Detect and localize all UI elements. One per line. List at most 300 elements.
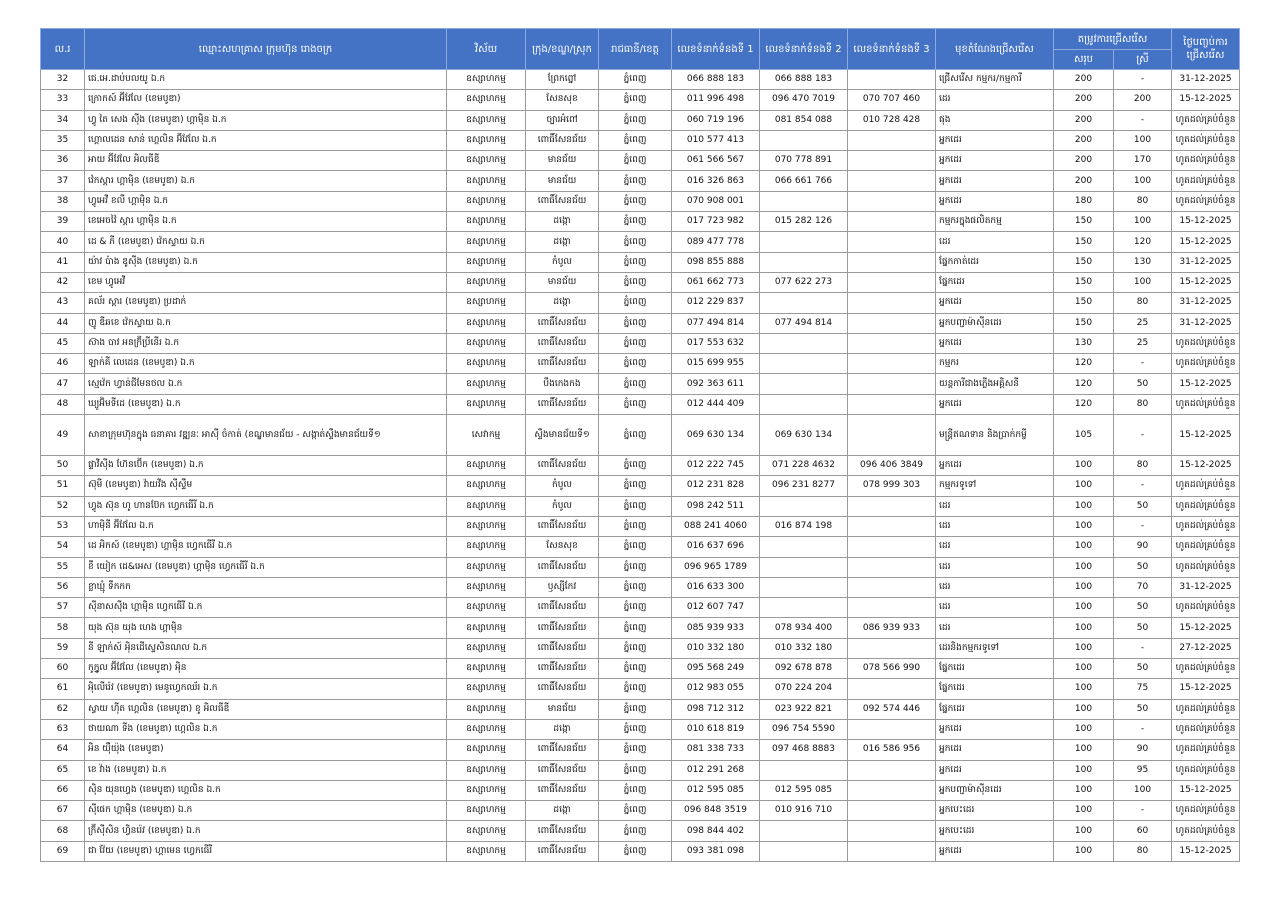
cell-phone-1: 092 363 611: [672, 374, 760, 394]
cell-deadline: 15-12-2025: [1172, 232, 1240, 252]
header-company-name: ឈ្មោះសហគ្រាស ក្រុមហ៊ុន រោងចក្រ: [85, 29, 447, 70]
cell-phone-2: [760, 354, 848, 374]
cell-province: ភ្នំពេញ: [599, 679, 672, 699]
cell-district: ពោធិ៍សែនជ័យ: [526, 821, 599, 841]
cell-total-count: 200: [1054, 110, 1114, 130]
cell-deadline: 15-12-2025: [1172, 415, 1240, 456]
cell-district: ពោធិ៍សែនជ័យ: [526, 456, 599, 476]
cell-company-name: ស៊ីផេក ហ្គាម៉ិន (ខេមបូឌា) ឯ.ក: [85, 801, 447, 821]
cell-phone-1: 061 662 773: [672, 272, 760, 292]
cell-phone-3: 078 999 303: [848, 476, 936, 496]
cell-row-number: 46: [41, 354, 85, 374]
table-row: [41, 598, 1240, 618]
cell-phone-3: [848, 374, 936, 394]
cell-total-count: 200: [1054, 90, 1114, 110]
cell-position: ផុង: [936, 110, 1054, 130]
cell-phone-2: [760, 841, 848, 861]
cell-total-count: 100: [1054, 638, 1114, 658]
cell-position: អ្នកដេរ: [936, 456, 1054, 476]
cell-female-count: -: [1114, 70, 1172, 90]
cell-phone-3: [848, 760, 936, 780]
cell-female-count: -: [1114, 415, 1172, 456]
cell-phone-2: 015 282 126: [760, 212, 848, 232]
cell-phone-1: 017 723 982: [672, 212, 760, 232]
cell-province: ភ្នំពេញ: [599, 151, 672, 171]
cell-phone-1: 085 939 933: [672, 618, 760, 638]
cell-sector: ឧស្សាហកម្ម: [447, 577, 526, 597]
cell-province: ភ្នំពេញ: [599, 90, 672, 110]
header-deadline: ថ្ងៃបញ្ចប់ការជ្រើសរើស: [1172, 29, 1240, 70]
cell-phone-3: 078 566 990: [848, 659, 936, 679]
cell-female-count: 100: [1114, 272, 1172, 292]
cell-company-name: ខេអេចវ៉ៃ ស្តារ ហ្គាម៉ិន ឯ.ក: [85, 212, 447, 232]
cell-phone-1: 098 855 888: [672, 252, 760, 272]
cell-sector: ឧស្សាហកម្ម: [447, 110, 526, 130]
cell-phone-2: 077 494 814: [760, 313, 848, 333]
table-row: [41, 374, 1240, 394]
cell-province: ភ្នំពេញ: [599, 618, 672, 638]
cell-phone-1: 016 633 300: [672, 577, 760, 597]
cell-total-count: 100: [1054, 557, 1114, 577]
cell-company-name: ស្វាយ ហ៊ីត ហ្គេលិន (ខេមបូឌា) ខូ អិលធីឌី: [85, 699, 447, 719]
cell-phone-2: 010 916 710: [760, 801, 848, 821]
cell-phone-2: [760, 252, 848, 272]
cell-row-number: 68: [41, 821, 85, 841]
cell-phone-1: 010 618 819: [672, 719, 760, 739]
cell-phone-1: 077 494 814: [672, 313, 760, 333]
cell-position: ដេរ: [936, 557, 1054, 577]
cell-deadline: ហូតដល់គ្រប់ចំនួន: [1172, 496, 1240, 516]
table-row: [41, 191, 1240, 211]
cell-phone-2: 077 622 273: [760, 272, 848, 292]
cell-province: ភ្នំពេញ: [599, 313, 672, 333]
cell-total-count: 100: [1054, 841, 1114, 861]
cell-row-number: 60: [41, 659, 85, 679]
cell-phone-2: [760, 232, 848, 252]
cell-total-count: 100: [1054, 496, 1114, 516]
cell-sector: សេវាកម្ម: [447, 415, 526, 456]
cell-phone-2: [760, 577, 848, 597]
cell-company-name: អុិលើរ៉េវ (ខេមបូឌា) មេនូហ្វេកឈ័រ ឯ.ក: [85, 679, 447, 699]
cell-company-name: យ៉ាវ ប៉ាង ឌូស៊ីង (ខេមបូឌា) ឯ.ក: [85, 252, 447, 272]
cell-sector: ឧស្សាហកម្ម: [447, 679, 526, 699]
cell-position: អ្នកដេរ: [936, 171, 1054, 191]
cell-phone-3: [848, 638, 936, 658]
cell-total-count: 100: [1054, 699, 1114, 719]
cell-district: ពោធិ៍សែនជ័យ: [526, 557, 599, 577]
cell-female-count: 25: [1114, 313, 1172, 333]
table-row: [41, 557, 1240, 577]
cell-district: ពោធិ៍សែនជ័យ: [526, 394, 599, 414]
cell-province: ភ្នំពេញ: [599, 191, 672, 211]
cell-position: ដេរ: [936, 496, 1054, 516]
cell-company-name: ហ្វូអេវី ខលី ហ្គាម៉ិន ឯ.ក: [85, 191, 447, 211]
cell-total-count: 120: [1054, 394, 1114, 414]
cell-row-number: 61: [41, 679, 85, 699]
cell-phone-1: 060 719 196: [672, 110, 760, 130]
header-total: សរុប: [1054, 50, 1114, 70]
cell-province: ភ្នំពេញ: [599, 496, 672, 516]
cell-female-count: 80: [1114, 191, 1172, 211]
cell-company-name: ខេម ហ្វូអេវី: [85, 272, 447, 292]
table-row: [41, 171, 1240, 191]
cell-position: អ្នកដេរ: [936, 191, 1054, 211]
table-row: [41, 801, 1240, 821]
table-row: [41, 272, 1240, 292]
cell-district: ស្ទឹងមានជ័យទី១: [526, 415, 599, 456]
cell-total-count: 150: [1054, 252, 1114, 272]
cell-district: ព្រែកព្នៅ: [526, 70, 599, 90]
cell-company-name: នី ឡាក់ស៍ អុិនដើស្ទេសិនណល ឯ.ក: [85, 638, 447, 658]
cell-sector: ឧស្សាហកម្ម: [447, 90, 526, 110]
cell-phone-2: [760, 130, 848, 150]
cell-phone-3: [848, 130, 936, 150]
cell-position: ដេរ: [936, 618, 1054, 638]
cell-company-name: ខឺ យៀក ដេ&អេស (ខេមបូឌា) ហ្គាម៉ិន ហ្វេកធើរី ឯ.ក: [85, 557, 447, 577]
cell-district: ពោធិ៍សែនជ័យ: [526, 740, 599, 760]
cell-deadline: ហូតដល់គ្រប់ចំនួន: [1172, 537, 1240, 557]
cell-female-count: 50: [1114, 374, 1172, 394]
cell-sector: ឧស្សាហកម្ម: [447, 130, 526, 150]
cell-sector: ឧស្សាហកម្ម: [447, 780, 526, 800]
cell-total-count: 100: [1054, 780, 1114, 800]
cell-female-count: 95: [1114, 760, 1172, 780]
table-row: [41, 394, 1240, 414]
table-row: [41, 293, 1240, 313]
cell-position: អ្នកបេះដេរ: [936, 821, 1054, 841]
cell-sector: ឧស្សាហកម្ម: [447, 313, 526, 333]
cell-phone-3: 092 574 446: [848, 699, 936, 719]
cell-district: ពោធិ៍សែនជ័យ: [526, 598, 599, 618]
cell-district: មានជ័យ: [526, 272, 599, 292]
cell-total-count: 100: [1054, 679, 1114, 699]
cell-phone-2: [760, 333, 848, 353]
cell-row-number: 69: [41, 841, 85, 861]
cell-row-number: 38: [41, 191, 85, 211]
cell-row-number: 52: [41, 496, 85, 516]
cell-total-count: 100: [1054, 740, 1114, 760]
cell-phone-2: 070 224 204: [760, 679, 848, 699]
cell-position: ដេរ: [936, 90, 1054, 110]
cell-phone-1: 061 566 567: [672, 151, 760, 171]
cell-province: ភ្នំពេញ: [599, 659, 672, 679]
cell-female-count: 50: [1114, 557, 1172, 577]
cell-position: អ្នកដេរ: [936, 760, 1054, 780]
cell-district: បឹងកេងកង: [526, 374, 599, 394]
cell-phone-3: 070 707 460: [848, 90, 936, 110]
cell-phone-2: 069 630 134: [760, 415, 848, 456]
cell-province: ភ្នំពេញ: [599, 516, 672, 536]
cell-deadline: 31-12-2025: [1172, 313, 1240, 333]
cell-phone-3: [848, 70, 936, 90]
cell-female-count: 80: [1114, 394, 1172, 414]
cell-district: ឫស្សីកែវ: [526, 577, 599, 597]
cell-sector: ឧស្សាហកម្ម: [447, 333, 526, 353]
cell-total-count: 100: [1054, 760, 1114, 780]
cell-total-count: 150: [1054, 212, 1114, 232]
cell-total-count: 100: [1054, 659, 1114, 679]
header-phone-3: លេខទំនាក់ទំនងទី 3: [848, 29, 936, 70]
cell-female-count: 90: [1114, 537, 1172, 557]
cell-row-number: 32: [41, 70, 85, 90]
cell-district: ពោធិ៍សែនជ័យ: [526, 638, 599, 658]
cell-phone-2: [760, 557, 848, 577]
cell-total-count: 100: [1054, 821, 1114, 841]
cell-female-count: 120: [1114, 232, 1172, 252]
cell-phone-3: [848, 679, 936, 699]
cell-phone-1: 098 712 312: [672, 699, 760, 719]
cell-sector: ឧស្សាហកម្ម: [447, 232, 526, 252]
table-row: [41, 496, 1240, 516]
cell-province: ភ្នំពេញ: [599, 537, 672, 557]
cell-district: កំបូល: [526, 476, 599, 496]
cell-phone-1: 066 888 183: [672, 70, 760, 90]
cell-row-number: 62: [41, 699, 85, 719]
cell-row-number: 37: [41, 171, 85, 191]
cell-province: ភ្នំពេញ: [599, 780, 672, 800]
cell-female-count: 50: [1114, 496, 1172, 516]
table-row: [41, 212, 1240, 232]
cell-company-name: ញូ ឌីឆខេ វ៉េកស្ទាយ ឯ.ក: [85, 313, 447, 333]
cell-phone-3: 096 406 3849: [848, 456, 936, 476]
cell-phone-1: 010 332 180: [672, 638, 760, 658]
cell-sector: ឧស្សាហកម្ម: [447, 719, 526, 739]
cell-province: ភ្នំពេញ: [599, 719, 672, 739]
header-province: រាជធានី/ខេត្ត: [599, 29, 672, 70]
cell-position: យន្តការីជាងភ្លើងអគ្គិសនី: [936, 374, 1054, 394]
cell-total-count: 150: [1054, 272, 1114, 292]
cell-deadline: 31-12-2025: [1172, 70, 1240, 90]
cell-sector: ឧស្សាហកម្ម: [447, 456, 526, 476]
cell-province: ភ្នំពេញ: [599, 70, 672, 90]
table-row: [41, 110, 1240, 130]
cell-province: ភ្នំពេញ: [599, 272, 672, 292]
cell-province: ភ្នំពេញ: [599, 699, 672, 719]
table-row: [41, 90, 1240, 110]
cell-company-name: ក្រ៊ីស៊ីសិន ហ្វិនរ៉េវ (ខេមបូឌា) ឯ.ក: [85, 821, 447, 841]
cell-position: អ្នកដេរ: [936, 740, 1054, 760]
cell-position: ផ្នែកកាត់ដេរ: [936, 252, 1054, 272]
cell-position: អ្នកដេរ: [936, 841, 1054, 861]
cell-row-number: 50: [41, 456, 85, 476]
cell-deadline: 31-12-2025: [1172, 577, 1240, 597]
cell-row-number: 58: [41, 618, 85, 638]
cell-phone-3: [848, 191, 936, 211]
cell-position: ដេរ: [936, 577, 1054, 597]
cell-row-number: 53: [41, 516, 85, 536]
cell-phone-3: [848, 801, 936, 821]
cell-phone-1: 016 637 696: [672, 537, 760, 557]
cell-deadline: ហូតដល់គ្រប់ចំនួន: [1172, 171, 1240, 191]
cell-female-count: -: [1114, 476, 1172, 496]
cell-position: ផ្នែកដេរ: [936, 659, 1054, 679]
header-position: មុខតំណែងជ្រើសរើស: [936, 29, 1054, 70]
cell-company-name: អិន យ៉ឺយ៉ុង (ខេមបូឌា): [85, 740, 447, 760]
cell-sector: ឧស្សាហកម្ម: [447, 272, 526, 292]
cell-row-number: 66: [41, 780, 85, 800]
cell-district: ពោធិ៍សែនជ័យ: [526, 516, 599, 536]
cell-company-name: ហ្វូង ស៊ុន ហូ ហានប៊ែក ហ្វេកធើរី ឯ.ក: [85, 496, 447, 516]
cell-row-number: 42: [41, 272, 85, 292]
cell-row-number: 34: [41, 110, 85, 130]
cell-female-count: 50: [1114, 699, 1172, 719]
table-row: [41, 618, 1240, 638]
cell-deadline: ហូតដល់គ្រប់ចំនួន: [1172, 110, 1240, 130]
cell-female-count: 80: [1114, 456, 1172, 476]
cell-phone-1: 089 477 778: [672, 232, 760, 252]
cell-deadline: 15-12-2025: [1172, 374, 1240, 394]
cell-phone-2: 096 231 8277: [760, 476, 848, 496]
cell-province: ភ្នំពេញ: [599, 476, 672, 496]
cell-sector: ឧស្សាហកម្ម: [447, 598, 526, 618]
cell-company-name: ជា វ៉ែយ (ខេមបូឌា) ហ្គាមេន ហ្វេកធើរី: [85, 841, 447, 861]
cell-district: ពោធិ៍សែនជ័យ: [526, 780, 599, 800]
cell-sector: ឧស្សាហកម្ម: [447, 740, 526, 760]
cell-deadline: 27-12-2025: [1172, 638, 1240, 658]
cell-row-number: 48: [41, 394, 85, 414]
cell-row-number: 55: [41, 557, 85, 577]
cell-phone-2: 066 888 183: [760, 70, 848, 90]
cell-total-count: 200: [1054, 70, 1114, 90]
cell-province: ភ្នំពេញ: [599, 415, 672, 456]
cell-deadline: 15-12-2025: [1172, 90, 1240, 110]
cell-company-name: ស៊ីនាសស៊ីង ហ្គាម៉ិន ហ្វេកធើរី ឯ.ក: [85, 598, 447, 618]
cell-deadline: ហូតដល់គ្រប់ចំនួន: [1172, 151, 1240, 171]
cell-phone-2: 081 854 088: [760, 110, 848, 130]
cell-province: ភ្នំពេញ: [599, 841, 672, 861]
table-row: [41, 252, 1240, 272]
header-phone-1: លេខទំនាក់ទំនងទី 1: [672, 29, 760, 70]
cell-row-number: 59: [41, 638, 85, 658]
cell-position: អ្នកដេរ: [936, 293, 1054, 313]
cell-position: ជ្រើសរើស កម្មករ/កម្មការី: [936, 70, 1054, 90]
cell-company-name: វ៉េកស្តារ ហ្គាម៉ិន (ខេមបូឌា) ឯ.ក: [85, 171, 447, 191]
cell-total-count: 100: [1054, 719, 1114, 739]
cell-sector: ឧស្សាហកម្ម: [447, 212, 526, 232]
table-row: [41, 760, 1240, 780]
cell-phone-3: [848, 516, 936, 536]
cell-position: ដេរ: [936, 537, 1054, 557]
cell-total-count: 200: [1054, 151, 1114, 171]
cell-female-count: 90: [1114, 740, 1172, 760]
cell-phone-3: [848, 313, 936, 333]
cell-phone-2: 023 922 821: [760, 699, 848, 719]
cell-position: អ្នកបេះដេរ: [936, 801, 1054, 821]
cell-phone-1: 017 553 632: [672, 333, 760, 353]
cell-company-name: ដេ អិកស៍ (ខេមបូឌា) ហ្គាម៉ិន ហ្វេកធើរី ឯ.ក: [85, 537, 447, 557]
cell-female-count: 100: [1114, 780, 1172, 800]
cell-company-name: អាយ អ៊ីវែលែ អិលធីឌី: [85, 151, 447, 171]
cell-deadline: ហូតដល់គ្រប់ចំនួន: [1172, 333, 1240, 353]
table-row: [41, 638, 1240, 658]
cell-sector: ឧស្សាហកម្ម: [447, 801, 526, 821]
cell-female-count: 25: [1114, 333, 1172, 353]
cell-female-count: 75: [1114, 679, 1172, 699]
cell-province: ភ្នំពេញ: [599, 333, 672, 353]
cell-female-count: 70: [1114, 577, 1172, 597]
cell-row-number: 44: [41, 313, 85, 333]
cell-company-name: យុង ស៊ុន យុង ហេង ហ្គាម៉ិន: [85, 618, 447, 638]
cell-phone-2: [760, 598, 848, 618]
cell-province: ភ្នំពេញ: [599, 394, 672, 414]
cell-province: ភ្នំពេញ: [599, 110, 672, 130]
cell-phone-3: [848, 780, 936, 800]
cell-row-number: 47: [41, 374, 85, 394]
cell-company-name: គល័រ ស្តារ (ខេមបូឌា) ប្រដាក់: [85, 293, 447, 313]
cell-province: ភ្នំពេញ: [599, 801, 672, 821]
cell-district: ពោធិ៍សែនជ័យ: [526, 760, 599, 780]
cell-district: ច្បារអំពៅ: [526, 110, 599, 130]
table-row: [41, 151, 1240, 171]
cell-sector: ឧស្សាហកម្ម: [447, 70, 526, 90]
cell-row-number: 49: [41, 415, 85, 456]
cell-row-number: 35: [41, 130, 85, 150]
cell-province: ភ្នំពេញ: [599, 171, 672, 191]
cell-position: អ្នកដេរ: [936, 333, 1054, 353]
cell-position: អ្នកដេរ: [936, 151, 1054, 171]
cell-phone-1: 093 381 098: [672, 841, 760, 861]
cell-phone-3: 016 586 956: [848, 740, 936, 760]
cell-phone-3: [848, 537, 936, 557]
cell-total-count: 120: [1054, 354, 1114, 374]
cell-sector: ឧស្សាហកម្ម: [447, 821, 526, 841]
cell-total-count: 100: [1054, 456, 1114, 476]
cell-position: កម្មករ: [936, 354, 1054, 374]
cell-phone-3: [848, 252, 936, 272]
cell-province: ភ្នំពេញ: [599, 293, 672, 313]
cell-deadline: ហូតដល់គ្រប់ចំនួន: [1172, 740, 1240, 760]
cell-deadline: ហូតដល់គ្រប់ចំនួន: [1172, 130, 1240, 150]
cell-total-count: 100: [1054, 537, 1114, 557]
cell-phone-3: [848, 577, 936, 597]
cell-phone-2: [760, 821, 848, 841]
cell-province: ភ្នំពេញ: [599, 577, 672, 597]
cell-phone-1: 098 844 402: [672, 821, 760, 841]
cell-phone-1: 098 242 511: [672, 496, 760, 516]
cell-phone-2: 096 754 5590: [760, 719, 848, 739]
cell-deadline: ហូតដល់គ្រប់ចំនួន: [1172, 557, 1240, 577]
table-row: [41, 415, 1240, 456]
cell-sector: ឧស្សាហកម្ម: [447, 638, 526, 658]
cell-company-name: ខ្លាឃ្មុំ ទឹកកក: [85, 577, 447, 597]
table-row: [41, 821, 1240, 841]
cell-phone-1: 012 607 747: [672, 598, 760, 618]
cell-district: ពោធិ៍សែនជ័យ: [526, 333, 599, 353]
cell-phone-2: [760, 374, 848, 394]
cell-district: ដង្កោ: [526, 719, 599, 739]
cell-total-count: 100: [1054, 618, 1114, 638]
cell-phone-3: [848, 232, 936, 252]
cell-phone-3: [848, 415, 936, 456]
table-row: [41, 537, 1240, 557]
table-row: [41, 699, 1240, 719]
cell-female-count: 130: [1114, 252, 1172, 272]
cell-female-count: 50: [1114, 659, 1172, 679]
cell-company-name: ហាមុិនី អ៊ីវែលែ ឯ.ក: [85, 516, 447, 536]
cell-female-count: -: [1114, 110, 1172, 130]
cell-phone-1: 069 630 134: [672, 415, 760, 456]
cell-female-count: -: [1114, 801, 1172, 821]
cell-district: សែនសុខ: [526, 537, 599, 557]
cell-position: ផ្នែកដេរ: [936, 272, 1054, 292]
cell-row-number: 40: [41, 232, 85, 252]
cell-district: ដង្កោ: [526, 232, 599, 252]
cell-district: ពោធិ៍សែនជ័យ: [526, 618, 599, 638]
header-no: ល.រ: [41, 29, 85, 70]
cell-province: ភ្នំពេញ: [599, 354, 672, 374]
cell-position: អ្នកបញ្ជាម៉ាស៊ីនដេរ: [936, 780, 1054, 800]
table-row: [41, 841, 1240, 861]
